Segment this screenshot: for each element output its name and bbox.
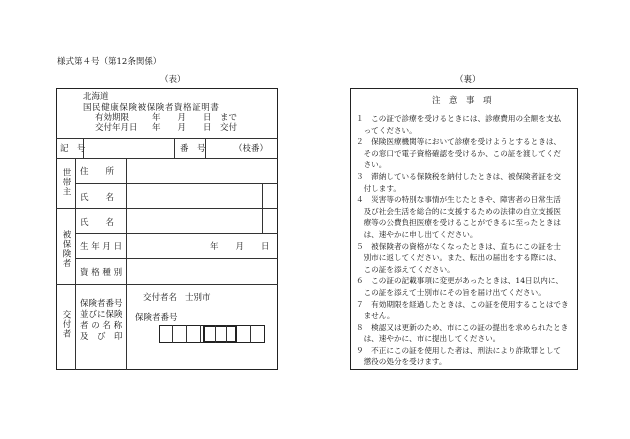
insurer-line-3: 者 の 名 称 [80,321,123,331]
notes-list [356,113,569,368]
divider [56,208,278,209]
note-line: 別市に返してください。また、転出の届出をする際には、 [356,253,562,263]
divider [75,183,278,184]
note-line: １ この証で診療を受けるときには、診療費用の全額を支払 [356,114,562,123]
notes-title: 注 意 事 項 [432,96,492,106]
divider [56,284,278,285]
divider [205,138,206,158]
note-line: この証を添えてください。 [356,264,455,274]
form-number-label: 様式第４号（第12条関係） [57,57,162,67]
edaban-label: （枝番） [234,144,269,154]
note-line: 付します。 [356,183,401,193]
birth-date-label: 生 年 月 日 [80,242,123,252]
note-line: ってください。 [356,125,417,135]
divider [56,158,278,159]
digit-divider [226,325,227,343]
divider [126,258,127,284]
hihokensha-name-label: 氏 名 [80,218,115,228]
note-line: この証を添えて士別市にその旨を届け出てください。 [356,287,546,297]
digit-divider [172,325,173,343]
note-line: ５ 被保険者の資格がなくなったときは、直ちにこの証を士 [356,241,562,251]
divider [83,138,84,158]
divider [262,208,263,233]
issuer-name-label: 交付者名 [143,293,178,303]
digit-divider [250,325,251,343]
divider [126,284,127,370]
issue-date-label: 交付年月日 [95,123,138,133]
note-line: ３ 滞納している保険税を納付したときは、被保険者証を交 [356,171,562,181]
setainushi-label: 世帯主 [61,168,71,197]
insurer-number-check-box [203,325,237,343]
digit-divider [215,325,216,343]
insurer-line-1: 保険者番号 [80,299,123,309]
insurer-line-4: 及 び 印 [80,332,123,342]
issuer-name-value: 士別市 [185,293,211,303]
divider [174,138,175,158]
note-line: その窓口で電子資格確認を受けるか、この証を渡してくだ [356,148,562,158]
insurer-line-2: 並びに保険 [80,310,123,320]
note-line: ９ 不正にこの証を使用した者は、刑法により詐欺罪として [356,345,562,355]
certificate-title: 国民健康保険被保険者資格証明書 [83,103,220,113]
setainushi-name-label: 氏 名 [80,193,115,203]
note-line: さい。 [356,160,387,170]
note-line: ２ 保険医療機関等において診療を受けようとするときは、 [356,137,562,147]
divider [75,158,76,370]
note-line: は、速やかに、市に提出してください。 [356,334,501,344]
note-line: 及び社会生活を総合的に支援するための法律の自立支援医 [356,206,562,216]
shikaku-label: 資 格 種 別 [80,268,123,278]
note-line: 懲役の処分を受けます。 [356,357,447,367]
note-line: ４ 災害等の特別な事情が生じたときや、障害者の日常生活 [356,195,561,205]
valid-label: 有効期限 [95,113,130,123]
note-line: 療等の公費負担医療を受けることができるに至ったときは [356,218,562,228]
note-line: ７ 有効期限を経過したときは、この証を使用することはでき [356,299,569,309]
issue-date-value: 年 月 日 交付 [152,123,238,133]
hihokensha-label: 被保険者 [61,230,71,268]
valid-value: 年 月 日 まで [152,113,238,123]
insurer-number-label: 保険者番号 [135,313,178,323]
digit-divider [186,325,187,343]
kigo-label: 記 号 [60,144,86,154]
digit-divider [200,325,201,343]
divider [75,233,278,234]
prefecture-label: 北海道 [83,92,109,102]
back-side-label: （裏） [455,75,481,85]
note-line: ６ この証の記載事項に変更があったときは、14日以内に、 [356,276,564,286]
bango-label: 番 号 [180,144,206,154]
divider [75,258,278,259]
birth-date-value: 年 月 日 [210,242,270,252]
note-line: は、速やかに申し出てください。 [356,229,478,239]
note-line: ません。 [356,311,395,321]
divider [262,183,263,208]
issuer-label: 交付者 [61,310,71,339]
front-side-label: （表） [160,75,186,85]
divider [56,138,278,139]
address-label: 住 所 [80,167,115,177]
note-line: ８ 検認又は更新のため、市にこの証の提出を求められたとき [356,322,569,332]
